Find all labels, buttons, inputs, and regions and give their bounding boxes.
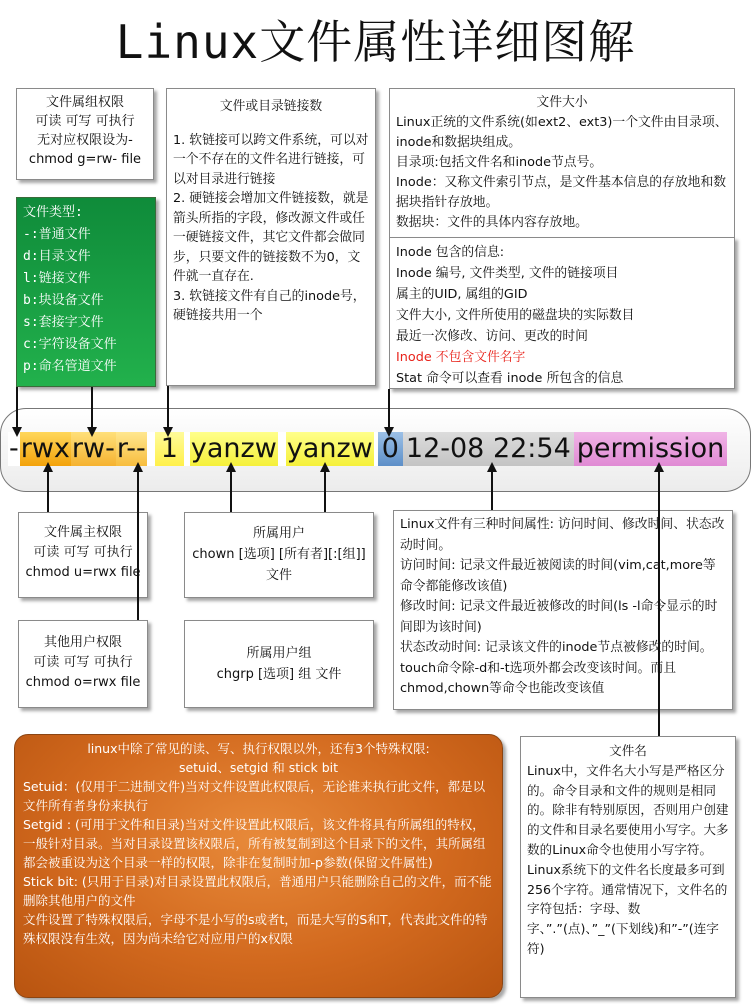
inode-info-line: 属主的UID, 属组的GID	[396, 287, 528, 302]
file-size-para: 目录项:包括文件名和inode节点号。	[396, 155, 603, 170]
listing-file-name: permission	[574, 432, 727, 466]
link-count-para: 1. 软链接可以跨文件系统，可以对一个不存在的文件名进行链接，可以对目录进行链接	[173, 132, 369, 187]
special-perm-para: Stick bit: (只用于目录)对目录设置此权限后，普通用户只能删除自己的文件，而不能删除其他用户的文件	[23, 874, 492, 908]
other-perm-line: 可读 可写 可执行	[33, 655, 133, 670]
listing-link-count: 1	[155, 432, 184, 466]
chown-usage: chown [选项] [所有者][:[组]] 文件	[192, 547, 366, 583]
file-size-para: Linux正统的文件系统(如ext2、ext3)一个文件由目录项、inode和数据块组成。	[396, 115, 728, 150]
inode-stat-line: Stat 命令可以查看 inode 所包含的信息	[396, 371, 624, 386]
file-type-item: p:命名管道文件	[23, 359, 117, 374]
file-type-item: -:普通文件	[23, 227, 91, 242]
group-perm-line: chmod g=rw- file	[28, 152, 142, 167]
file-type-heading: 文件类型:	[23, 205, 83, 220]
inode-info-line: Inode 编号, 文件类型, 文件的链接项目	[396, 266, 619, 281]
other-perm-line: 其他用户权限	[43, 635, 122, 650]
inode-info-line: 文件大小, 文件所使用的磁盘块的实际数目	[396, 308, 635, 323]
link-count-para: 2. 硬链接会增加文件链接数，就是箭头所指的字段，修改源文件或任一硬链接文件，其它文件都会做同步，只要文件的链接数不为0，文件就一直存在.	[173, 191, 369, 284]
inode-no-filename-note: Inode 不包含文件名字	[396, 350, 526, 365]
file-type-item: c:字符设备文件	[23, 337, 117, 352]
file-name-para: Linux中，文件名大小写是严格区分的。命令目录和文件的规则是相同的。除非有特别原因，否则用户创建的文件和目录名要使用小写字。大多数的Linux命令也使用小写字符。Linux系统下的文件名长度最多可到256个字符。通常情况下，文件名的字符包括：字母、数字、”.”(点)、”_”(下划线)和”-”(连字符)	[527, 762, 729, 956]
listing-file-type: -	[9, 433, 19, 464]
chgrp-usage: chgrp [选项] 组 文件	[216, 667, 342, 682]
page-title: Linux文件属性详细图解	[115, 15, 636, 69]
owner-user-heading: 所属用户	[252, 526, 305, 541]
inode-info-line: Inode 包含的信息:	[396, 245, 505, 260]
owner-perm-line: 文件属主权限	[43, 525, 122, 540]
file-size-heading: 文件大小	[536, 95, 588, 110]
file-type-item: l:链接文件	[23, 271, 91, 286]
listing-date: 12-08 22:54	[403, 432, 574, 466]
file-size-para: 数据块：文件的具体内容存放地。	[396, 215, 588, 230]
group-perm-line: 可读 可写 可执行	[35, 114, 135, 129]
special-perm-para: Setuid：(仅用于二进制文件)当对文件设置此权限后，无论谁来执行此文件，都是以文件所有者身份来执行	[23, 779, 486, 813]
time-attr-para: 修改时间: 记录文件最近被修改的时间(ls -l命令显示的时间即为该时间)	[400, 599, 718, 635]
time-attr-para: 访问时间: 记录文件最近被阅读的时间(vim,cat,more等命令都能修改该值)	[400, 558, 716, 594]
listing-owner-perm: rwx	[20, 433, 70, 464]
listing-owner: yanzw	[190, 433, 277, 464]
group-perm-line: 无对应权限设为-	[37, 133, 133, 148]
owner-perm-line: 可读 可写 可执行	[33, 545, 133, 560]
special-perm-para: 文件设置了特殊权限后，字母不是小写的s或者t，而是大写的S和T，代表此文件的特殊权限没有生效，因为尚未给它对应用户的x权限	[23, 912, 488, 946]
special-perm-para: Setgid : (可用于文件和目录)当对文件设置此权限后，该文件将具有所属组的特权，一般针对目录。当对目录设置该权限后，所有被复制到这个目录下的文件，其所属组都会被重设为这个目录一样的权限，除非在复制时加-p参数(保留文件属性)	[23, 817, 486, 870]
inode-info-line: 最近一次修改、访问、更改的时间	[396, 329, 588, 344]
time-attr-para: 状态改动时间: 记录该文件的inode节点被修改的时间。touch命令除-d和-t选项外都会改变该时间。而且chmod,chown等命令也能改变该值	[400, 640, 713, 696]
owner-group-heading: 所属用户组	[246, 646, 312, 661]
file-size-para: Inode：又称文件索引节点，是文件基本信息的存放地和数据块指针存放地。	[396, 175, 727, 210]
other-perm-line: chmod o=rwx file	[25, 675, 141, 690]
owner-perm-line: chmod u=rwx file	[25, 565, 141, 580]
group-perm-line: 文件属组权限	[45, 95, 124, 110]
link-count-para: 3. 软链接文件有自己的inode号，硬链接共用一个	[173, 288, 366, 323]
time-attr-para: Linux文件有三种时间属性: 访问时间、修改时间、状态改动时间。	[400, 517, 725, 553]
special-perm-subheading: setuid、setgid 和 stick bit	[178, 760, 339, 775]
link-count-heading: 文件或目录链接数	[219, 99, 323, 114]
listing-group: yanzw	[286, 433, 373, 464]
listing-size: 0	[378, 432, 403, 466]
file-type-item: s:套接字文件	[23, 315, 104, 330]
file-name-heading: 文件名	[609, 743, 647, 758]
listing-group-perm: rw-	[71, 433, 115, 464]
file-type-item: b:块设备文件	[23, 293, 104, 308]
file-type-item: d:目录文件	[23, 249, 91, 264]
listing-other-perm: r--	[116, 433, 146, 464]
special-perm-heading: linux中除了常见的读、写、执行权限以外，还有3个特殊权限:	[87, 741, 430, 756]
